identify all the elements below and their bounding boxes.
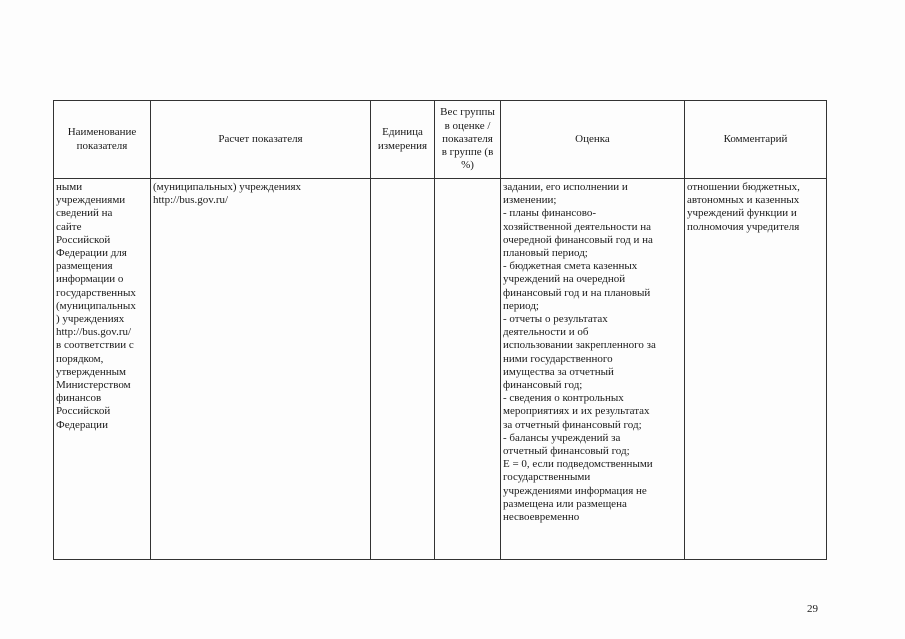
table-header-row	[54, 101, 827, 179]
header-indicator-name: Наименование показателя	[54, 101, 151, 179]
cell-unit	[371, 179, 435, 560]
cell-evaluation: задании, его исполнении и изменении; - планы финансово- хозяйственной деятельности на очередной финансовый год и на плановый период; - бюджетная смета казенных учреждений на очередной финансовый год и на плановый период; - отчеты о результатах деятельности и об использовании закрепленного за ними государственного имущества за отчетный финансовый год; - сведения о контрольных мероприятиях и их результатах за отчетный финансовый год; - балансы учреждений за отчетный финансовый год; E = 0, если подведомственными государственными учреждениями информация не размещена или размещена несвоевременно	[501, 179, 685, 560]
header-evaluation: Оценка	[501, 101, 685, 179]
header-unit: Единица измерения	[371, 101, 435, 179]
indicator-table	[53, 100, 827, 560]
cell-indicator-name: ными учреждениями сведений на сайте Российской Федерации для размещения информации о государственных (муниципальных ) учреждениях http://bus.gov.ru/ в соответствии с порядком, утвержденным Министерством финансов Российской Федерации	[54, 179, 151, 560]
table-row	[54, 179, 827, 560]
cell-weight	[435, 179, 501, 560]
page-number: 29	[807, 603, 818, 615]
cell-calculation: (муниципальных) учреждениях http://bus.gov.ru/	[151, 179, 371, 560]
cell-comment: отношении бюджетных, автономных и казенных учреждений функции и полномочия учредителя	[685, 179, 827, 560]
header-weight: Вес группы в оценке / показателя в группе (в %)	[435, 101, 501, 179]
header-calculation: Расчет показателя	[151, 101, 371, 179]
header-comment: Комментарий	[685, 101, 827, 179]
